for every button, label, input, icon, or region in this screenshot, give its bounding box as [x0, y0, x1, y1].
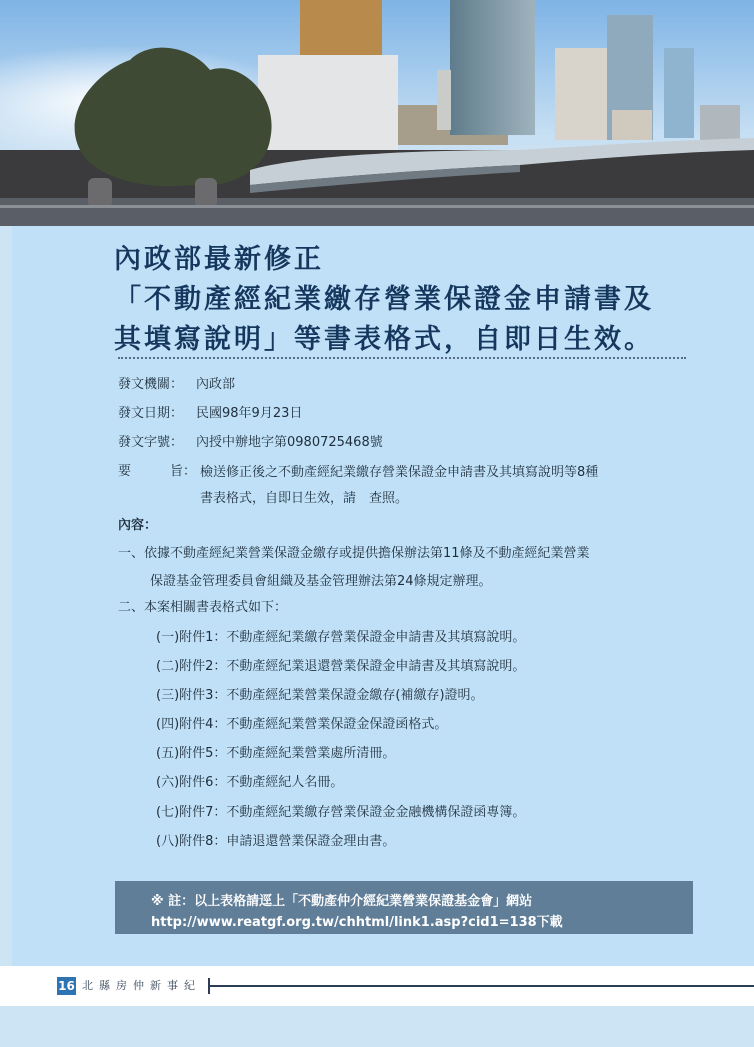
doc-number-value: 內授中辦地字第0980725468號 — [196, 435, 383, 450]
attachment-item: (五)附件5：不動產經紀業營業處所清冊。 — [156, 746, 396, 761]
title-line-2: 「不動產經紀業繳存營業保證金申請書及 — [114, 284, 654, 315]
item-1-line-2: 保證基金管理委員會組織及基金管理辦法第24條規定辦理。 — [150, 574, 492, 589]
magazine-name: 北縣房仲新事紀 — [82, 979, 201, 992]
content-heading: 內容： — [118, 518, 158, 533]
date-label: 發文日期： — [118, 406, 184, 421]
page-number-badge: 16 — [58, 979, 75, 993]
attachment-item: (八)附件8：申請退還營業保證金理由書。 — [156, 834, 396, 849]
attachment-item: (三)附件3：不動產經紀業營業保證金繳存(補繳存)證明。 — [156, 688, 484, 703]
item-1-line-1: 一、依據不動產經紀業營業保證金繳存或提供擔保辦法第11條及不動產經紀業營業 — [118, 546, 590, 561]
subject-label-char: 要 — [118, 464, 132, 479]
subject-value — [200, 460, 690, 512]
attachment-item: (二)附件2：不動產經紀業退還營業保證金申請書及其填寫說明。 — [156, 659, 526, 674]
subject-line-1: 檢送修正後之不動產經紀業繳存營業保證金申請書及其填寫說明等8種 — [200, 465, 599, 480]
content-item-1 — [118, 540, 698, 596]
footer-rule — [210, 985, 754, 987]
dotted-divider — [118, 357, 686, 359]
doc-number-label: 發文字號： — [118, 435, 184, 450]
note-url[interactable]: http://www.reatgf.org.tw/chhtml/link1.asp?cid1=138下載 — [151, 915, 563, 930]
title-line-3: 其填寫說明」等書表格式，自即日生效。 — [114, 324, 654, 355]
header-photo — [0, 0, 754, 226]
date-row — [118, 402, 302, 421]
subject-label — [118, 460, 196, 479]
issuer-value: 內政部 — [196, 377, 236, 392]
doc-number-row — [118, 431, 383, 450]
attachment-item: (四)附件4：不動產經紀業營業保證金保證函格式。 — [156, 717, 448, 732]
title-line-1: 內政部最新修正 — [114, 244, 324, 275]
attachment-item: (七)附件7：不動產經紀業繳存營業保證金金融機構保證函專簿。 — [156, 805, 526, 820]
subject-line-2: 書表格式，自即日生效，請 查照。 — [200, 491, 409, 506]
subject-label-end: 旨： — [170, 464, 197, 479]
note-line-1: ※ 註：以上表格請逕上「不動產仲介經紀業營業保證基金會」網站 — [151, 894, 533, 909]
city-skyline-image — [0, 0, 754, 226]
issuer-row — [118, 373, 235, 392]
note-box — [115, 881, 693, 934]
attachment-item: (一)附件1：不動產經紀業繳存營業保證金申請書及其填寫說明。 — [156, 630, 526, 645]
article-title — [114, 240, 714, 360]
attachment-item: (六)附件6：不動產經紀人名冊。 — [156, 775, 344, 790]
issuer-label: 發文機關： — [118, 377, 184, 392]
content-item-2: 二、本案相關書表格式如下： — [118, 600, 288, 615]
date-value: 民國98年9月23日 — [196, 406, 303, 421]
